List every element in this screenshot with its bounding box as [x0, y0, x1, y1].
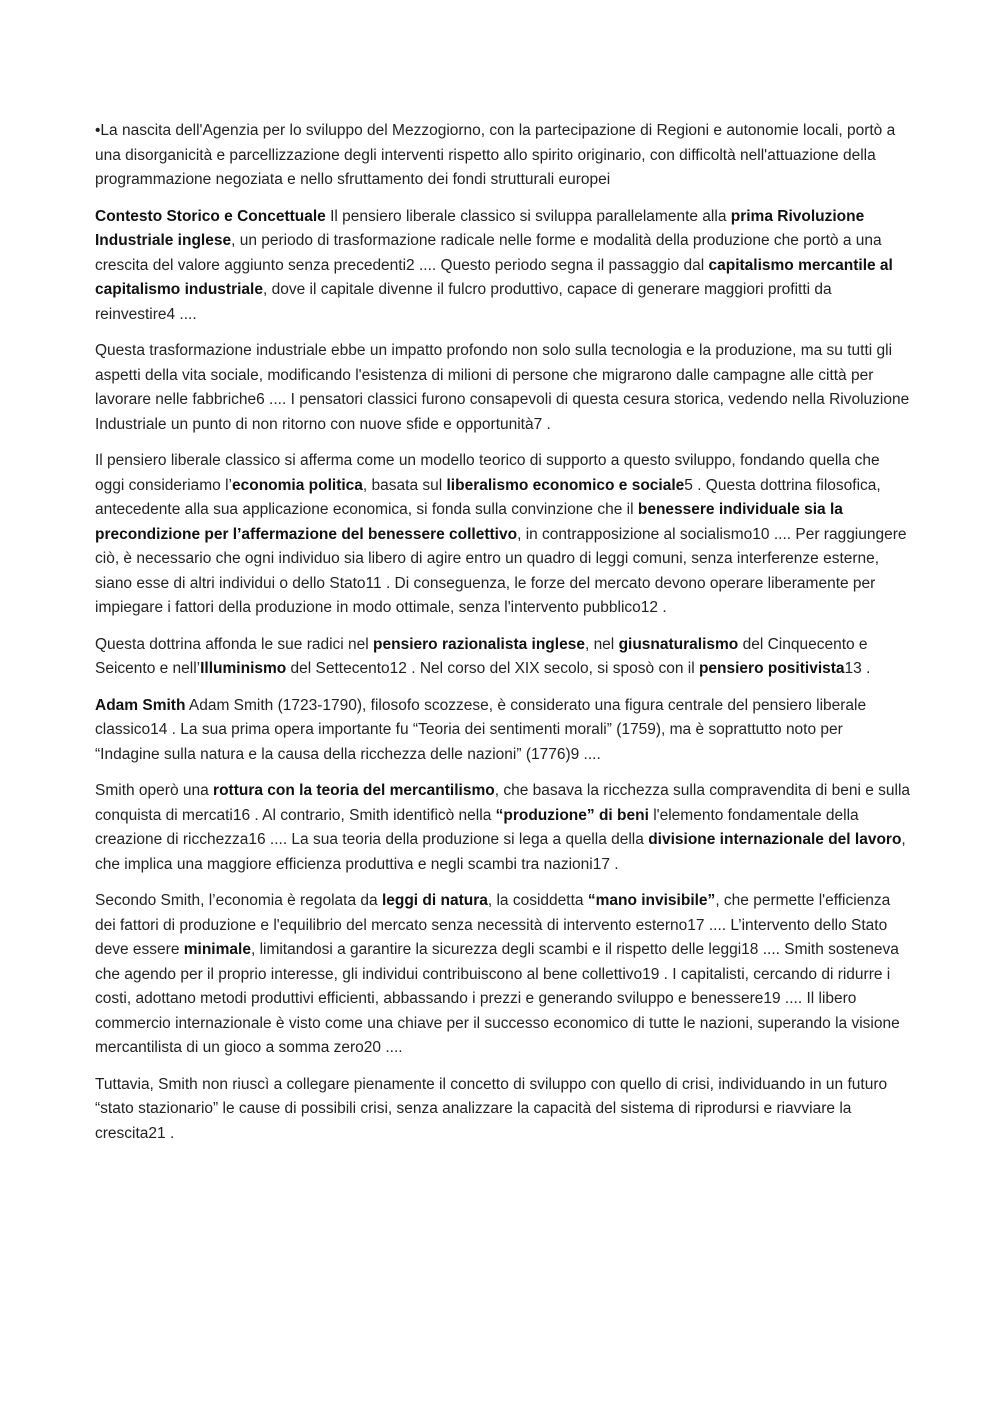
bold-text-run: prima Rivoluzione Industriale inglese — [95, 207, 865, 249]
bold-text-run: capitalismo mercantile al capitalismo industriale — [95, 256, 893, 298]
text-run: del Settecento12 . Nel corso del XIX secolo, si sposò con il — [286, 660, 699, 677]
bold-text-run: Contesto Storico e Concettuale — [95, 207, 326, 225]
text-run: , che implica una maggiore efficienza produttiva e negli scambi tra nazioni17 . — [95, 831, 906, 873]
bold-text-run: minimale — [183, 941, 251, 958]
text-run: , un periodo di trasformazione radicale nelle forme e modalità della produzione che portò a una crescita del valore aggiunto senza precedenti2 .... Questo periodo segna il passaggio dal — [95, 232, 882, 274]
bold-text-run: pensiero positivista — [698, 660, 845, 677]
paragraph-mercantilismo — [95, 779, 910, 877]
text-run: Secondo Smith, l’economia è regolata da — [95, 892, 382, 909]
text-run: 13 . — [844, 660, 871, 677]
text-run: del Cinquecento e Seicento e nell’ — [95, 635, 868, 677]
text-run: Smith operò una — [95, 782, 214, 799]
text-run: 5 . Questa dottrina filosofica, antecedente alla sua applicazione economica, si fonda sulla convinzione che il — [95, 476, 881, 518]
paragraph-crisi — [95, 1073, 910, 1147]
bold-text-run: Illuminismo — [200, 660, 287, 677]
text-run: , che permette l'efficienza dei fattori di produzione e l'equilibrio del mercato senza necessità di intervento esterno17 .... L’intervento dello Stato deve essere — [95, 892, 891, 958]
paragraph-mano-invisibile — [95, 889, 910, 1061]
bold-text-run: divisione internazionale del lavoro — [648, 831, 902, 848]
text-run: , basata sul — [362, 476, 447, 494]
bold-text-run: Adam Smith — [95, 696, 186, 714]
paragraph-contesto-storico — [95, 205, 910, 328]
bold-text-run: liberalismo economico e sociale — [446, 476, 685, 494]
bold-text-run: “mano invisibile” — [587, 892, 716, 909]
bold-text-run: giusnaturalismo — [618, 635, 739, 653]
bold-text-run: leggi di natura — [381, 892, 488, 909]
paragraph-adam-smith — [95, 694, 910, 768]
paragraph-trasformazione-industriale — [95, 339, 910, 437]
bold-text-run: economia politica — [232, 476, 363, 494]
text-run: , la cosiddetta — [487, 892, 588, 909]
text-run: , in contrapposizione al socialismo10 .... Per raggiungere ciò, è necessario che ogni individuo sia libero di agire entro un quadro di leggi comuni, senza interferenze esterne, siano esse di altri individui o dello Stato11 . Di conseguenza, le forze del mercato devono operare liberamente per impiegare i fattori della produzione in modo ottimale, senza l'intervento pubblico12 . — [95, 525, 907, 616]
text-run: Questa trasformazione industriale ebbe un impatto profondo non solo sulla tecnologia e la produzione, ma su tutti gli aspetti della vita sociale, modificando l'esistenza di milioni di persone che migrarono dalle campagne alle città per lavorare nelle fabbriche6 .... I pensatori classici furono consapevoli di questa cesura storica, vedendo nella Rivoluzione Industriale un punto di non ritorno con nuove sfide e opportunità7 . — [95, 342, 910, 433]
bold-text-run: benessere individuale sia la precondizione per l’affermazione del benessere collettivo — [95, 501, 843, 543]
text-run: , dove il capitale divenne il fulcro produttivo, capace di generare maggiori profitti da reinvestire4 .... — [95, 281, 832, 323]
text-run: Il pensiero liberale classico si sviluppa parallelamente alla — [325, 207, 731, 225]
text-run: l'elemento fondamentale della creazione di ricchezza16 .... La sua teoria della produzione si lega a quella della — [95, 806, 859, 848]
bold-text-run: rottura con la teoria del mercantilismo — [213, 782, 495, 799]
text-run: , limitandosi a garantire la sicurezza degli scambi e il rispetto delle leggi18 .... Smith sosteneva che agendo per il proprio interesse, gli individui contribuiscono al bene collettivo19 . I capitalisti, cercando di ridurre i costi, adottano metodi produttivi efficienti, abbassando i prezzi e generando sviluppo e benessere19 .... Il libero commercio internazionale è visto come una chiave per il successo economico di tutte le nazioni, superando la visione mercantilista di un gioco a somma zero20 .... — [95, 941, 900, 1056]
text-run: Il pensiero liberale classico si afferma come un modello teorico di supporto a questo sviluppo, fondando quella che oggi consideriamo l’ — [95, 452, 880, 494]
text-run: Tuttavia, Smith non riuscì a collegare pienamente il concetto di sviluppo con quello di crisi, individuando in un futuro “stato stazionario” le cause di possibili crisi, senza analizzare la capacità del sistema di riprodursi e riavviare la crescita21 . — [95, 1075, 888, 1142]
bold-text-run: pensiero razionalista inglese — [373, 635, 585, 653]
text-run: •La nascita dell'Agenzia per lo sviluppo del Mezzogiorno, con la partecipazione di Regioni e autonomie locali, portò a una disorganicità e parcellizzazione degli interventi rispetto allo spirito originario, con difficoltà nell'attuazione della programmazione negoziata e nello sfruttamento dei fondi strutturali europei — [95, 122, 896, 188]
text-run: , che basava la ricchezza sulla compravendita di beni e sulla conquista di mercati16 . Al contrario, Smith identificò nella — [95, 782, 911, 824]
text-run: Questa dottrina affonda le sue radici nel — [95, 635, 374, 653]
paragraph-agenzia-mezzogiorno — [95, 119, 910, 193]
document-page — [95, 119, 910, 1158]
paragraph-radici-dottrina — [95, 633, 910, 682]
bold-text-run: “produzione” di beni — [495, 806, 649, 824]
paragraph-pensiero-liberale — [95, 449, 910, 621]
text-run: , nel — [584, 635, 619, 653]
text-run: Adam Smith (1723-1790), filosofo scozzese, è considerato una figura centrale del pensiero liberale classico14 . La sua prima opera importante fu “Teoria dei sentimenti morali” (1759), ma è soprattutto noto per “Indagine sulla natura e la causa della ricchezza delle nazioni” (1776)9 .... — [95, 696, 867, 763]
